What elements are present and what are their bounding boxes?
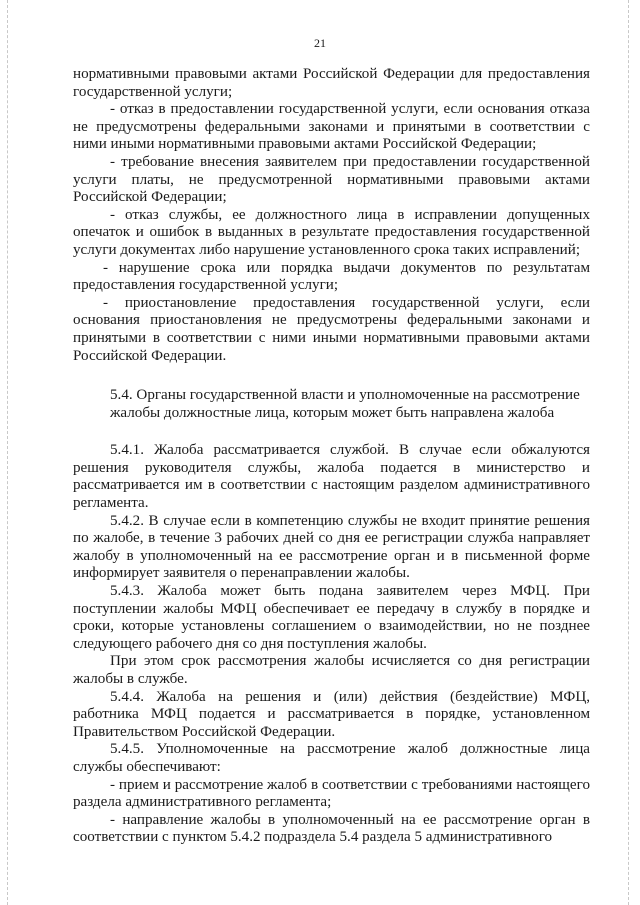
section-heading bbox=[73, 387, 590, 422]
document-body bbox=[73, 66, 590, 847]
paragraph: 5.4.4. Жалоба на решения и (или) действия (бездействие) МФЦ, работника МФЦ подается и рассматривается в порядке, установленном Правительством Российской Федерации. bbox=[73, 688, 590, 740]
paragraph: При этом срок рассмотрения жалобы исчисляется со дня регистрации жалобы в службе. bbox=[73, 653, 590, 687]
list-item: - приостановление предоставления государственной услуги, если основания приостановления не предусмотрены федеральными законами и принятыми в соответствии с ними иными нормативными правовыми актами Российской Федерации. bbox=[73, 294, 590, 364]
scan-edge-left bbox=[7, 0, 8, 905]
paragraph: 5.4.2. В случае если в компетенцию службы не входит принятие решения по жалобе, в течение 3 рабочих дней со дня ее регистрации служба направляет жалобу в уполномоченный на ее рассмотрение орган и в письменной форме информирует заявителя о перенаправлении жалобы. bbox=[73, 512, 590, 582]
list-item: - требование внесения заявителем при предоставлении государственной услуги платы, не предусмотренной нормативными правовыми актами Российской Федерации; bbox=[73, 153, 590, 206]
paragraph: 5.4.3. Жалоба может быть подана заявителем через МФЦ. При поступлении жалобы МФЦ обеспечивает ее передачу в службу в порядке и сроки, которые установлены соглашением о взаимодействии, но не позднее следующего рабочего дня со дня поступления жалобы. bbox=[73, 583, 590, 652]
list-item: - прием и рассмотрение жалоб в соответствии с требованиями настоящего раздела административного регламента; bbox=[73, 776, 590, 811]
page-number: 21 bbox=[314, 36, 326, 50]
list-item: - отказ службы, ее должностного лица в исправлении допущенных опечаток и ошибок в выданных в результате предоставления государственной услуги документах либо нарушение установленного срока таких исправлений; bbox=[73, 206, 590, 258]
paragraph: нормативными правовыми актами Российской Федерации для предоставления государственной услуги; bbox=[73, 66, 590, 100]
scan-edge-right bbox=[628, 0, 629, 905]
section-heading-line: 5.4. Органы государственной власти и уполномоченные на рассмотрение bbox=[110, 387, 580, 404]
list-item: - нарушение срока или порядка выдачи документов по результатам предоставления государственной услуги; bbox=[73, 259, 590, 294]
paragraph: 5.4.5. Уполномоченные на рассмотрение жалоб должностные лица службы обеспечивают: bbox=[73, 741, 590, 775]
list-item: - отказ в предоставлении государственной услуги, если основания отказа не предусмотрены федеральными законами и принятыми в соответствии с ними иными нормативными правовыми актами Российской Федерации; bbox=[73, 101, 590, 153]
paragraph: 5.4.1. Жалоба рассматривается службой. В случае если обжалуются решения руководителя службы, жалоба подается в министерство и рассматривается им в соответствии с настоящим разделом административного регламента. bbox=[73, 442, 590, 512]
section-heading-line: жалобы должностные лица, которым может быть направлена жалоба bbox=[110, 404, 555, 421]
list-item: - направление жалобы в уполномоченный на ее рассмотрение орган в соответствии с пунктом 5.4.2 подраздела 5.4 раздела 5 административного bbox=[73, 811, 590, 846]
